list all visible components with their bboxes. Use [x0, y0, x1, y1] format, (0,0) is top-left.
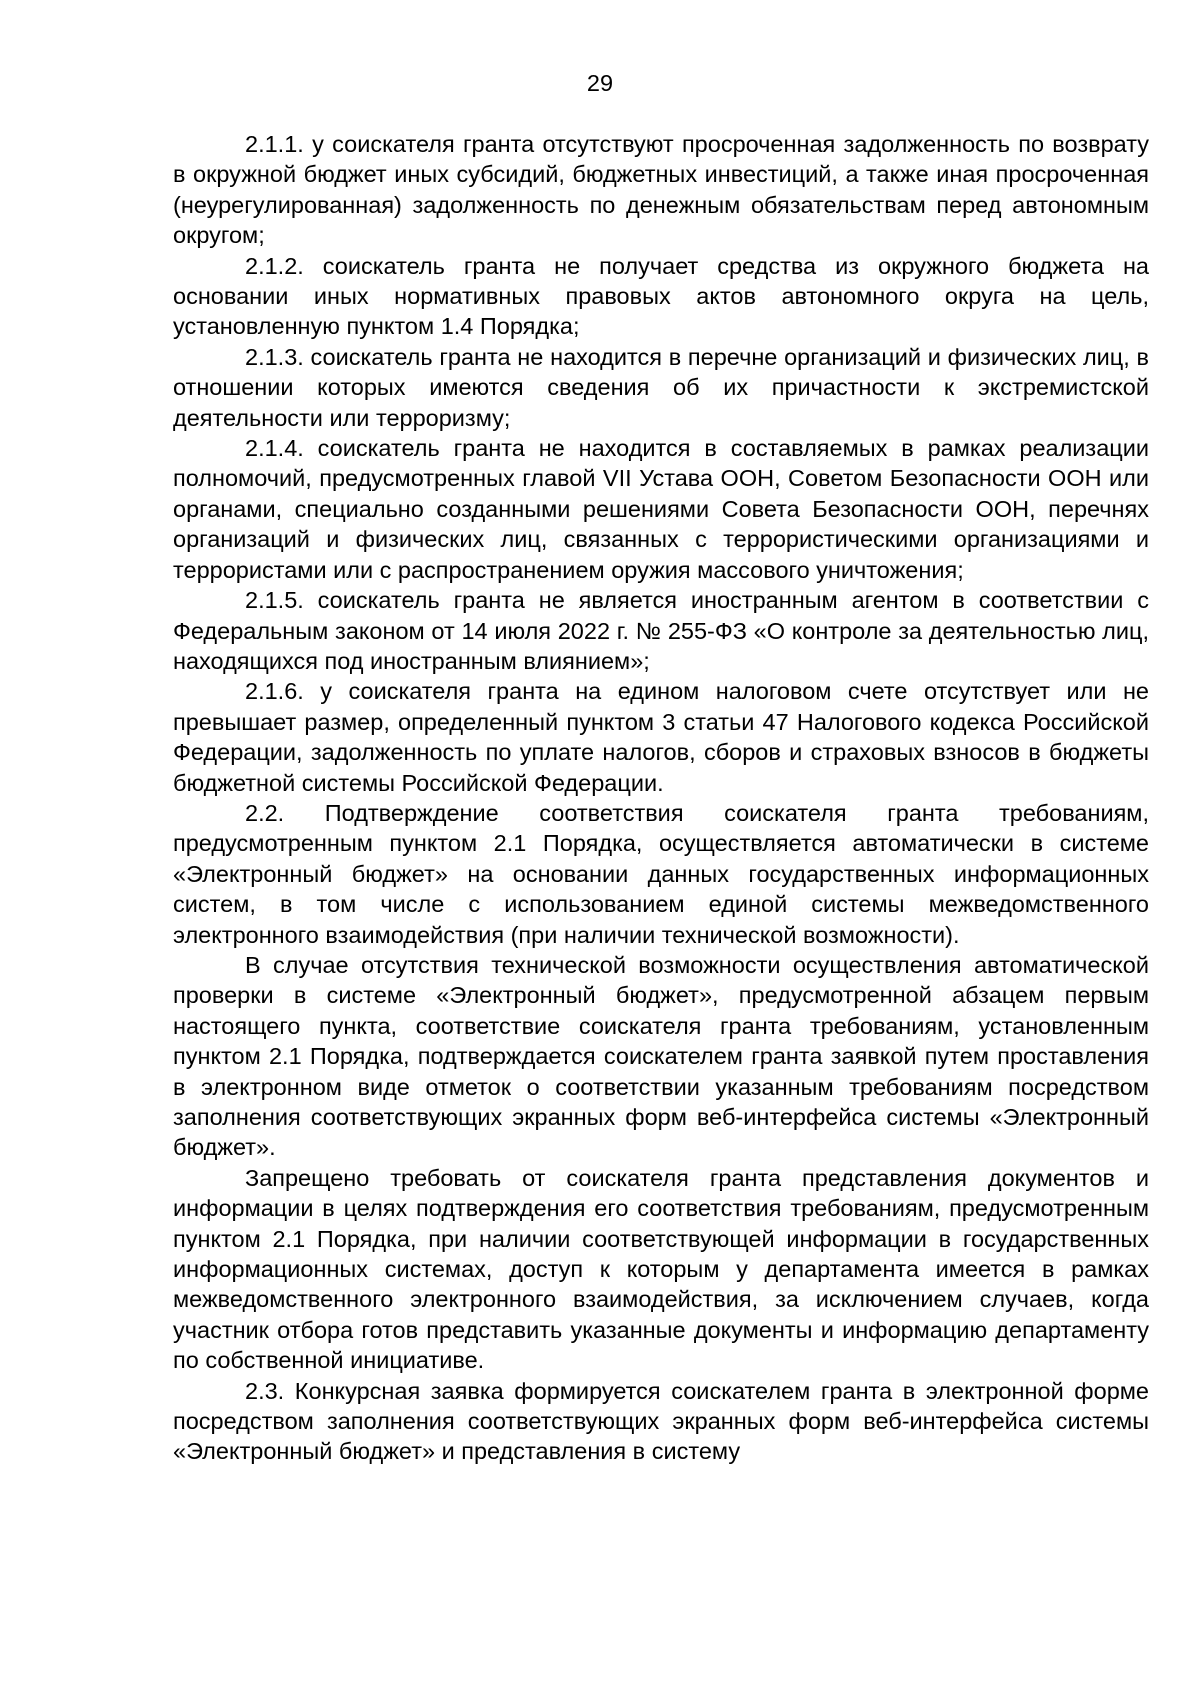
paragraph-2-2-prohibition: Запрещено требовать от соискателя гранта представления документов и информации в целях подтверждения его соответствия требованиям, предусмотренным пунктом 2.1 Порядка, при наличии соответствующей информации в государственных информационных системах, доступ к которым у департамента имеется в рамках межведомственного электронного взаимодействия, за исключением случаев, когда участник отбора готов представить указанные документы и информацию департаменту по собственной инициативе.	[173, 1164, 1149, 1374]
paragraph-2-2-manual-check: В случае отсутствия технической возможности осуществления автоматической проверки в системе «Электронный бюджет», предусмотренной абзацем первым настоящего пункта, соответствие соискателя гранта требованиям, установленным пунктом 2.1 Порядка, подтверждается соискателем гранта заявкой путем проставления в электронном виде отметок о соответствии указанным требованиям посредством заполнения соответствующих экранных форм веб-интерфейса системы «Электронный бюджет».	[173, 951, 1149, 1161]
document-body	[173, 129, 1149, 1467]
page-number: 29	[586, 70, 614, 96]
paragraph-2-1-2: 2.1.2. соискатель гранта не получает средства из окружного бюджета на основании иных нормативных правовых актов автономного округа на цель, установленную пунктом 1.4 Порядка;	[173, 252, 1149, 340]
paragraph-2-1-5: 2.1.5. соискатель гранта не является иностранным агентом в соответствии с Федеральным законом от 14 июля 2022 г. № 255-ФЗ «О контроле за деятельностью лиц, находящихся под иностранным влиянием»;	[173, 587, 1149, 674]
paragraph-2-1-6: 2.1.6. у соискателя гранта на едином налоговом счете отсутствует или не превышает размер, определенный пунктом 3 статьи 47 Налогового кодекса Российской Федерации, задолженность по уплате налогов, сборов и страховых взносов в бюджеты бюджетной системы Российской Федерации.	[173, 678, 1149, 796]
paragraph-2-2: 2.2. Подтверждение соответствия соискателя гранта требованиям, предусмотренным пунктом 2.1 Порядка, осуществляется автоматически в системе «Электронный бюджет» на основании данных государственных информационных систем, в том числе с использованием единой системы межведомственного электронного взаимодействия (при наличии технической возможности).	[173, 799, 1149, 948]
paragraph-2-1-4: 2.1.4. соискатель гранта не находится в составляемых в рамках реализации полномочий, предусмотренных главой VII Устава ООН, Советом Безопасности ООН или органами, специально созданными решениями Совета Безопасности ООН, перечнях организаций и физических лиц, связанных с террористическими организациями и террористами или с распространением оружия массового уничтожения;	[173, 435, 1149, 583]
paragraph-2-1-1: 2.1.1. у соискателя гранта отсутствуют просроченная задолженность по возврату в окружной бюджет иных субсидий, бюджетных инвестиций, а также иная просроченная (неурегулированная) задолженность по денежным обязательствам перед автономным округом;	[173, 131, 1149, 249]
paragraph-2-3: 2.3. Конкурсная заявка формируется соискателем гранта в электронной форме посредством заполнения соответствующих экранных форм веб-интерфейса системы «Электронный бюджет» и представления в систему	[173, 1377, 1149, 1465]
paragraph-2-1-3: 2.1.3. соискатель гранта не находится в перечне организаций и физических лиц, в отношении которых имеются сведения об их причастности к экстремистской деятельности или терроризму;	[173, 343, 1149, 431]
